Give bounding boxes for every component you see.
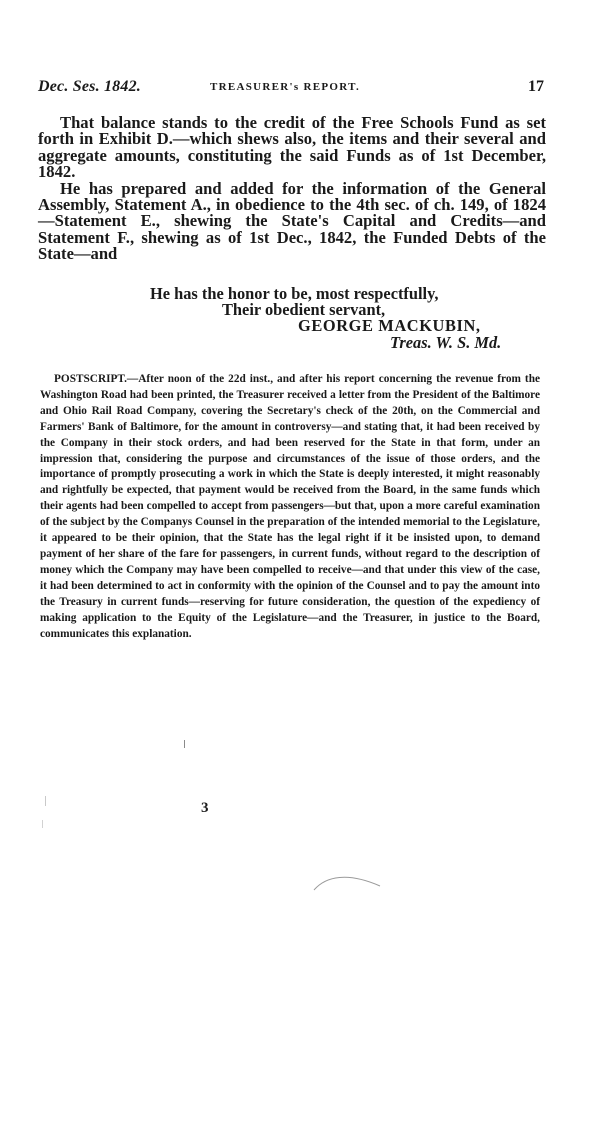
- running-header: [38, 78, 544, 100]
- postscript: [40, 372, 540, 642]
- closing-honor-line: He has the honor to be, most respectfully,: [150, 284, 439, 303]
- paragraph-statements: He has prepared and added for the information of the General Assembly, Statement A., in obedience to the 4th sec. of ch. 149, of 1824—Statement E., shewing the State's Capital and Credits—and Statement F., shewing as of 1st Dec., 1842, the Funded Debts of the State—and: [38, 178, 546, 264]
- signatory-name: GEORGE MACKUBIN,: [298, 316, 481, 335]
- paragraph-free-schools-fund: That balance stands to the credit of the Free Schools Fund as set forth in Exhibit D.—which shews also, the items and their several and aggregate amounts, constituting the said Funds as of 1st December, 1842.: [38, 113, 546, 182]
- scan-blemish: [308, 868, 388, 898]
- scan-speck: [42, 820, 43, 828]
- signatory-title: Treas. W. S. Md.: [390, 333, 502, 352]
- header-session-date: Dec. Ses. 1842.: [38, 78, 141, 95]
- closing-servant-line: Their obedient servant,: [222, 300, 386, 319]
- report-body: [38, 115, 546, 263]
- signature-mark: 3: [201, 800, 209, 816]
- scan-speck: [184, 740, 185, 748]
- header-title: TREASURER's REPORT.: [210, 81, 361, 93]
- page-number: 17: [528, 78, 544, 95]
- postscript-text: POSTSCRIPT.—After noon of the 22d inst., and after his report concerning the revenue from the Washington Road had been printed, the Treasurer received a letter from the President of the Baltimore and Ohio Rail Road Company, covering the Secretary's check of the 20th, on the Commercial and Farmers' Bank of Baltimore, for the amount in controversy—and stating that, it had been received by the Company in their stock orders, and had been reserved for the State in that form, under an impression that, considering the purpose and circumstances of the issue of those orders, and the importance of promptly prosecuting a work in which the State is deeply interested, it might reasonably and rightfully be expected, that payment would be received from the Board, in the same funds which their agents had been compelled to accept from passengers—but that, upon a more careful examination of the subject by the Companys Counsel in the preparation of the intended memorial to the Legislature, it appeared to be their opinion, that the State has the legal right if it be insisted upon, to demand payment of her share of the fare for passengers, in current funds, without regard to the description of money which the Company may have been compelled to receive—and that under this view of the case, it had been determined to act in conformity with the opinion of the Counsel and to pay the amount into the Treasury in current funds—reserving for future consideration, the question of the expediency of making application to the Equity of the Legislature—and the Treasurer, in justice to the Board, communicates this explanation.: [40, 373, 540, 640]
- scan-speck: [45, 796, 46, 806]
